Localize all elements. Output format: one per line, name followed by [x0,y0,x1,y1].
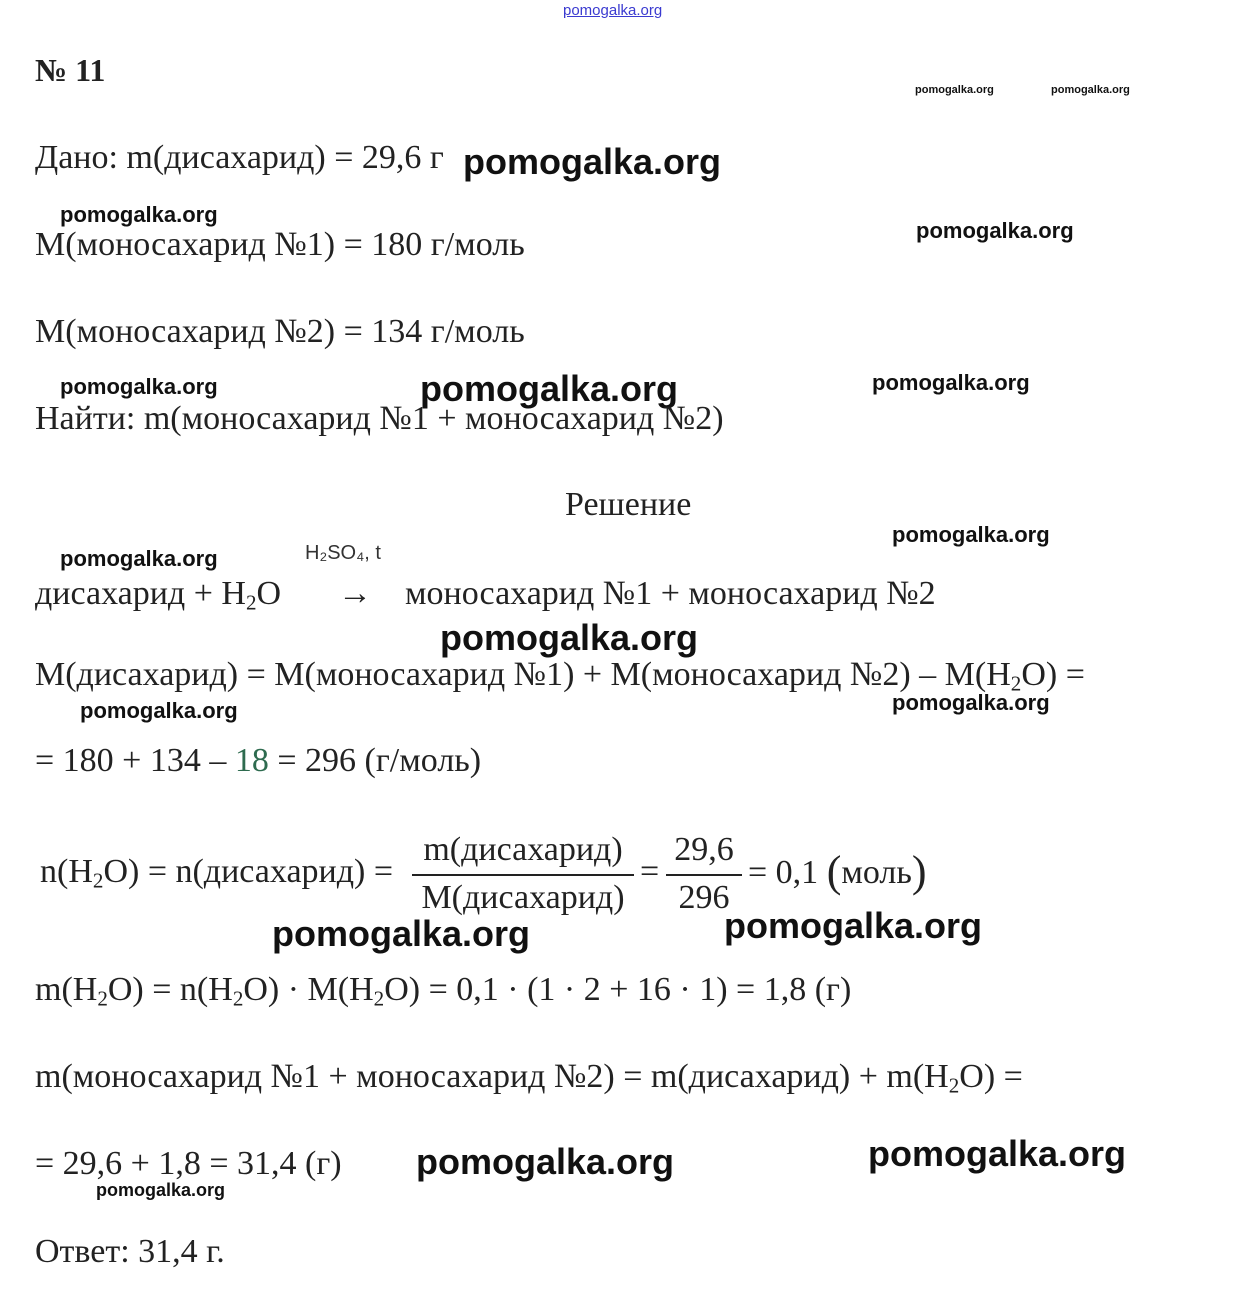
n-result: = 0,1 (моль) [748,847,927,896]
reaction-left: дисахарид + $H_2O$ [35,575,282,615]
fraction-numerator: 29,6 [674,831,734,868]
problem-number: № 11 [35,52,106,88]
water-mass-calculation: $m(H_2O) = n(H_2O) \cdot M(H_2O) = 0,1 \cdot (1 \cdot 2 + 16 \cdot 1) = 1,8$ (г) [35,971,852,1011]
total-mass-result: = 29,6 + 1,8 = 31,4 (г) [35,1145,342,1182]
watermark: pomogalka.org [868,1133,1127,1174]
watermark: pomogalka.org [272,913,531,954]
total-mass-equation: m(моносахарид №1 + моносахарид №2) = m(дисахарид) + $m(H_2O)$ = [35,1058,1023,1098]
watermark: pomogalka.org [872,370,1030,395]
fraction-denominator: 296 [678,879,730,916]
molar-mass-result: = 180 + 134 – 18 = 296 (г/моль) [35,742,482,779]
fraction-denominator: M(дисахарид) [421,879,625,916]
reaction-conditions: H₂SO₄, t [305,542,381,564]
solution-heading: Решение [565,486,692,523]
watermark: pomogalka.org [892,522,1050,547]
watermark: pomogalka.org [463,141,722,182]
reaction-right: моносахарид №1 + моносахарид №2 [405,575,936,612]
watermark: pomogalka.org [724,905,983,946]
watermark: pomogalka.org [916,218,1074,243]
n-formula-left: $n(H_2O)$ = n(дисахарид) = [40,853,394,893]
watermark: pomogalka.org [60,546,218,571]
watermark: pomogalka.org [96,1180,226,1200]
fraction-bar [666,874,742,876]
watermark: pomogalka.org [60,202,218,227]
watermark: pomogalka.org [416,1141,675,1182]
watermark: pomogalka.org [80,698,238,723]
fraction-mass-over-molar-mass [412,830,634,918]
molar-mass-equation: M(дисахарид) = M(моносахарид №1) + M(моносахарид №2) – $M(H_2O)$ = [35,656,1085,696]
fraction-bar [412,874,634,876]
watermark: pomogalka.org [60,374,218,399]
watermark: pomogalka.org [440,617,699,658]
given-molar-mass-2: M(моносахарид №2) = 134 г/моль [35,313,525,350]
equals-sign: = [640,853,660,890]
watermark: pomogalka.org [1051,84,1130,96]
given-mass: Дано: m(дисахарид) = 29,6 г [35,139,444,176]
watermark: pomogalka.org [915,84,994,96]
fraction-numerator: m(дисахарид) [423,831,623,868]
answer: Ответ: 31,4 г. [35,1233,225,1270]
find-statement: Найти: m(моносахарид №1 + моносахарид №2) [35,400,724,437]
watermark: pomogalka.org [420,368,679,409]
watermark: pomogalka.org [892,690,1050,715]
reaction-arrow: → [338,575,372,612]
watermark-top-link[interactable]: pomogalka.org [563,2,663,19]
given-molar-mass-1: M(моносахарид №1) = 180 г/моль [35,226,525,263]
